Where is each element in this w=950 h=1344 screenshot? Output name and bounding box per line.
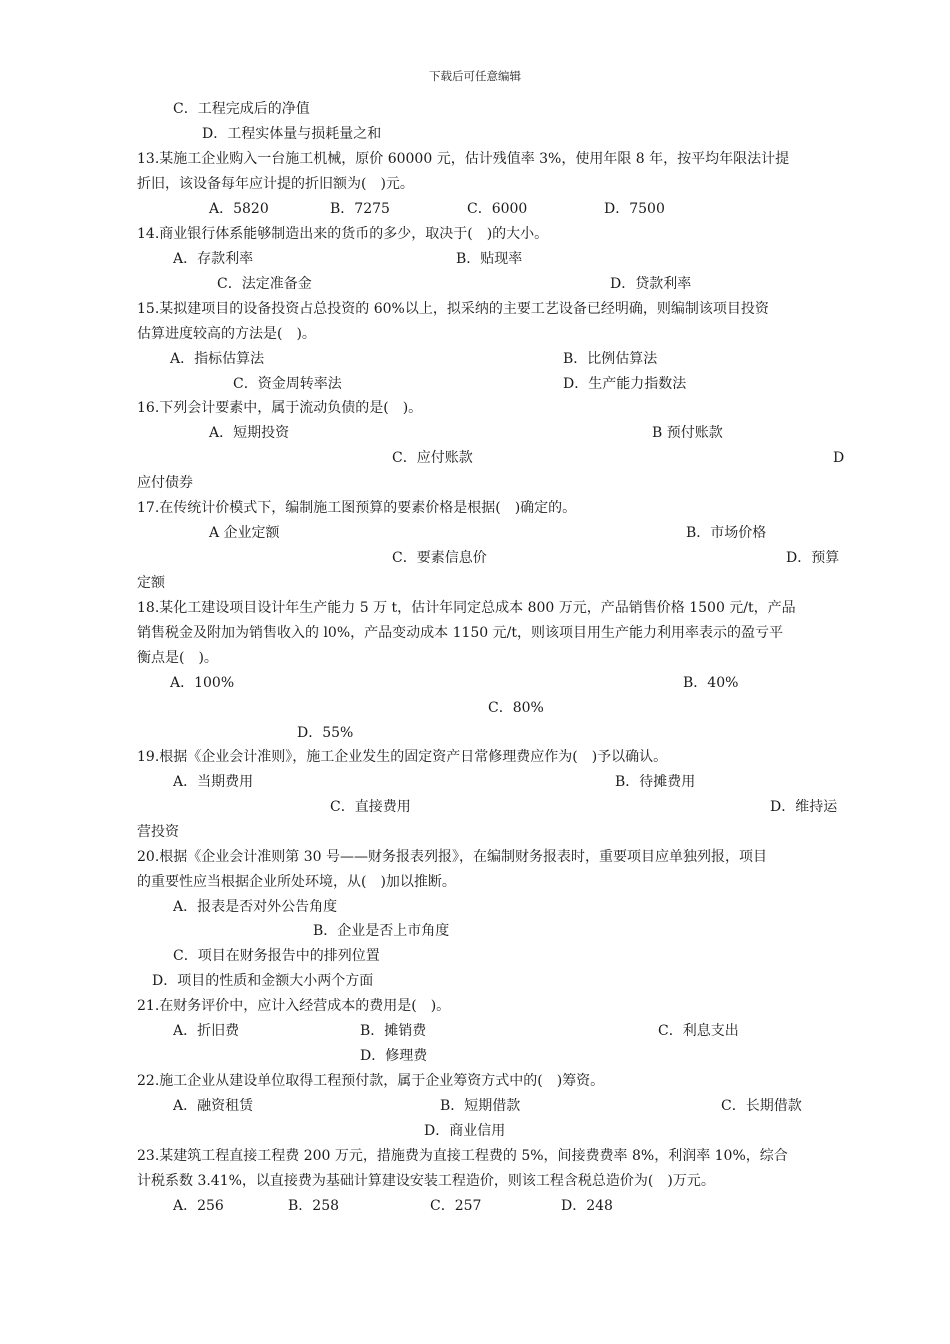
q20-option-a: A．报表是否对外公告角度: [173, 899, 338, 915]
q14-option-d: D．贷款利率: [610, 276, 692, 292]
q18-stem-line2: 销售税金及附加为销售收入的 l0%，产品变动成本 1150 元/t，则该项目用生产能力利用率表示的盈亏平: [137, 625, 784, 641]
q22-option-b: B．短期借款: [440, 1098, 521, 1114]
q16-option-d-head: D: [833, 450, 845, 466]
q19-option-d-head: D．维持运: [770, 799, 838, 815]
q14-option-c: C．法定准备金: [217, 276, 312, 292]
q17-stem: 17.在传统计价模式下，编制施工图预算的要素价格是根据( )确定的。: [137, 500, 577, 516]
q20-option-d: D．项目的性质和金额大小两个方面: [152, 973, 374, 989]
q21-option-a: A．折旧费: [173, 1023, 240, 1039]
q21-option-b: B．摊销费: [360, 1023, 427, 1039]
q14-option-b: B．贴现率: [456, 251, 523, 267]
q17-option-d-tail: 定额: [137, 575, 165, 591]
q19-option-c: C．直接费用: [330, 799, 411, 815]
q21-option-c: C．利息支出: [658, 1023, 739, 1039]
q23-stem-line2: 计税系数 3.41%，以直接费为基础计算建设安装工程造价，则该工程含税总造价为( )万元。: [137, 1173, 715, 1189]
q17-option-d-head: D．预算: [786, 550, 840, 566]
q23-option-c: C．257: [430, 1198, 482, 1214]
q20-option-b: B．企业是否上市角度: [313, 923, 450, 939]
q15-stem-line1: 15.某拟建项目的设备投资占总投资的 60%以上，拟采纳的主要工艺设备已经明确，则编制该项目投资: [137, 301, 769, 317]
page-header: 下载后可任意编辑: [429, 69, 521, 83]
q23-option-a: A．256: [173, 1198, 224, 1214]
q18-stem-line1: 18.某化工建设项目设计年生产能力 5 万 t，估计年同定总成本 800 万元，产品销售价格 1500 元/t，产品: [137, 600, 796, 616]
q15-option-d: D．生产能力指数法: [563, 376, 687, 392]
q22-stem: 22.施工企业从建设单位取得工程预付款，属于企业筹资方式中的( )筹资。: [137, 1073, 605, 1089]
q18-stem-line3: 衡点是( )。: [137, 650, 218, 666]
q15-option-c: C．资金周转率法: [233, 376, 342, 392]
q20-option-c: C．项目在财务报告中的排列位置: [173, 948, 380, 964]
q15-stem-line2: 估算进度较高的方法是( )。: [137, 326, 316, 342]
q18-option-c: C．80%: [488, 700, 544, 716]
q17-option-c: C．要素信息价: [392, 550, 487, 566]
q13-option-a: A．5820: [209, 201, 269, 217]
q15-option-a: A．指标估算法: [170, 351, 265, 367]
q23-option-d: D．248: [561, 1198, 613, 1214]
q19-stem: 19.根据《企业会计准则》，施工企业发生的固定资产日常修理费应作为( )予以确认。: [137, 749, 668, 765]
q20-stem-line1: 20.根据《企业会计准则第 30 号——财务报表列报》，在编制财务报表时，重要项目应单独列报，项目: [137, 849, 767, 865]
q21-stem: 21.在财务评价中，应计入经营成本的费用是( )。: [137, 998, 451, 1014]
q19-option-a: A．当期费用: [173, 774, 254, 790]
q12-option-d: D．工程实体量与损耗量之和: [202, 126, 382, 142]
q17-option-b: B．市场价格: [686, 525, 767, 541]
q22-option-a: A．融资租赁: [173, 1098, 254, 1114]
q22-option-d: D．商业信用: [424, 1123, 506, 1139]
q16-option-a: A．短期投资: [209, 425, 290, 441]
q18-option-d: D．55%: [297, 725, 354, 741]
q13-stem-line2: 折旧，该设备每年应计提的折旧额为( )元。: [137, 176, 414, 192]
q18-option-a: A．100%: [170, 675, 235, 691]
q23-stem-line1: 23.某建筑工程直接工程费 200 万元，措施费为直接工程费的 5%，间接费费率 8%，利润率 10%，综合: [137, 1148, 788, 1164]
q20-stem-line2: 的重要性应当根据企业所处环境，从( )加以推断。: [137, 874, 456, 890]
q13-option-b: B．7275: [330, 201, 390, 217]
q17-option-a: A 企业定额: [209, 525, 280, 541]
q12-option-c: C．工程完成后的净值: [173, 101, 310, 117]
q22-option-c: C．长期借款: [721, 1098, 802, 1114]
q13-option-d: D．7500: [604, 201, 665, 217]
q23-option-b: B．258: [288, 1198, 340, 1214]
q16-option-b: B 预付账款: [652, 425, 723, 441]
q16-stem: 16.下列会计要素中，属于流动负债的是( )。: [137, 400, 423, 416]
q13-option-c: C．6000: [467, 201, 528, 217]
q15-option-b: B．比例估算法: [563, 351, 658, 367]
q18-option-b: B．40%: [683, 675, 739, 691]
q14-option-a: A．存款利率: [173, 251, 254, 267]
q16-option-d-tail: 应付债券: [137, 475, 193, 491]
q13-stem-line1: 13.某施工企业购入一台施工机械，原价 60000 元，估计残值率 3%，使用年限 8 年，按平均年限法计提: [137, 151, 790, 167]
q19-option-d-tail: 营投资: [137, 824, 179, 840]
q14-stem: 14.商业银行体系能够制造出来的货币的多少，取决于( )的大小。: [137, 226, 549, 242]
q16-option-c: C．应付账款: [392, 450, 473, 466]
q21-option-d: D．修理费: [360, 1048, 428, 1064]
q19-option-b: B．待摊费用: [615, 774, 696, 790]
